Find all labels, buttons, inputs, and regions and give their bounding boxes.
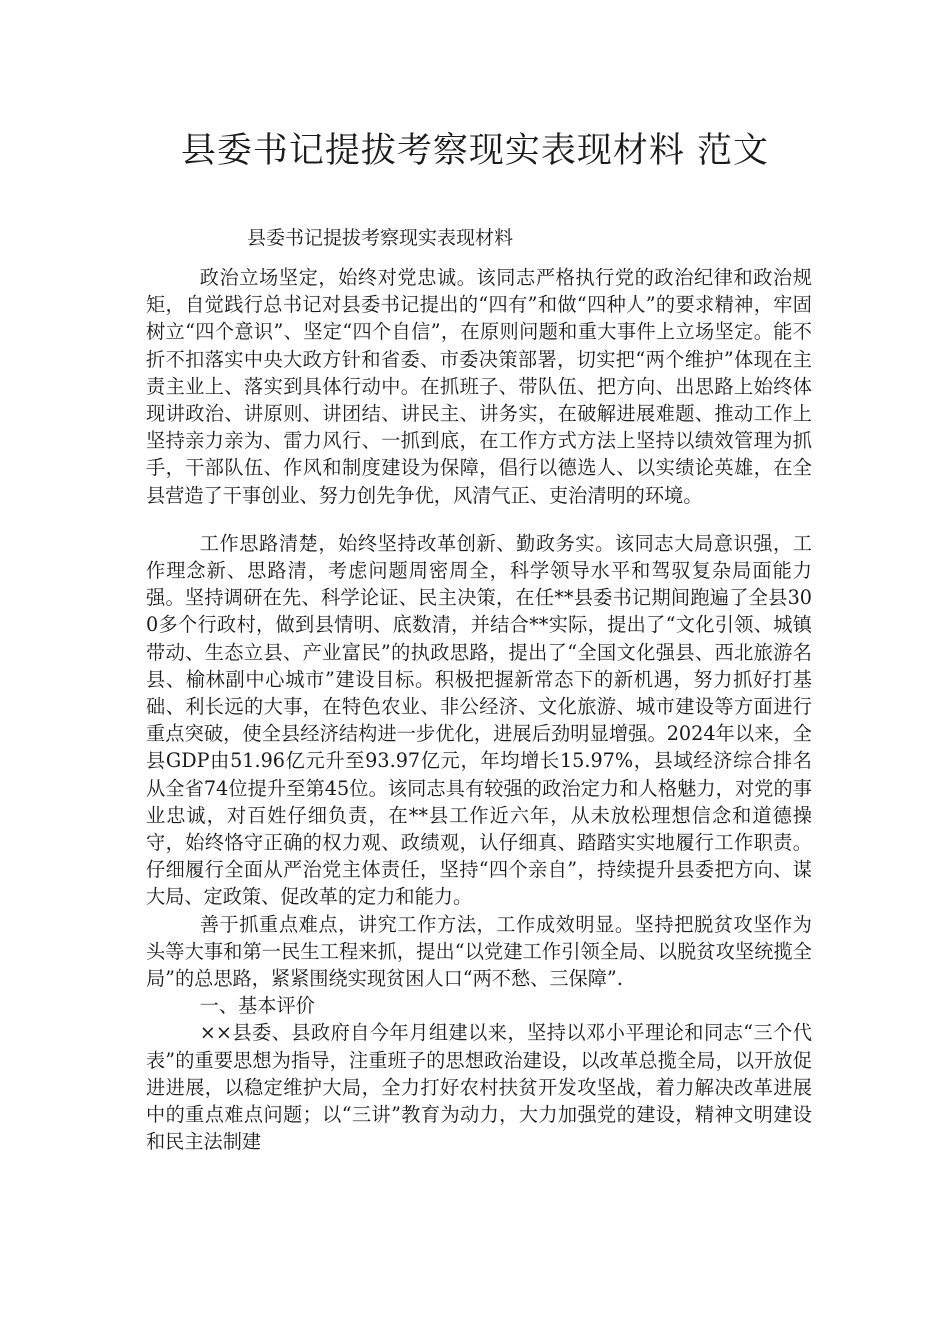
document-subtitle: 县委书记提拔考察现实表现材料: [247, 227, 514, 249]
section-heading-basic-evaluation: 一、基本评价: [199, 994, 315, 1018]
paragraph-key-tasks: 善于抓重点难点，讲究工作方法，工作成效明显。坚持把脱贫攻坚作为头等大事和第一民生工程来抓，提出“以党建工作引领全局、以脱贫攻坚统揽全局”的总思路，紧紧围绕实现贫困人口“两不愁、三保障”.: [146, 912, 812, 991]
document-body: [146, 264, 812, 1156]
document-title: 县委书记提拔考察现实表现材料 范文: [180, 131, 770, 171]
paragraph-work-approach: 工作思路清楚，始终坚持改革创新、勤政务实。该同志大局意识强，工作理念新、思路清，考虑问题周密周全，科学领导水平和驾驭复杂局面能力强。坚持调研在先、科学论证、民主决策，在任**县委书记期间跑遍了全县300多个行政村，做到县情明、底数清，并结合**实际，提出了“文化引领、城镇带动、生态立县、产业富民”的执政思路，提出了“全国文化强县、西北旅游名县、榆林副中心城市”建设目标。积极把握新常态下的新机遇，努力抓好打基础、利长远的大事，在特色农业、非公经济、文化旅游、城市建设等方面进行重点突破，使全县经济结构进一步优化，进展后劲明显增强。2024年以来，全县GDP由51.96亿元升至93.97亿元，年均增长15.97%，县域经济综合排名从全省74位提升至第45位。该同志具有较强的政治定力和人格魅力，对党的事业忠诚，对百姓仔细负责，在**县工作近六年，从未放松理想信念和道德操守，始终恪守正确的权力观、政绩观，认仔细真、踏踏实实地履行工作职责。仔细履行全面从严治党主体责任，坚持“四个亲自”，持续提升县委把方向、谋大局、定政策、促改革的定力和能力。: [146, 531, 812, 909]
paragraph-basic-evaluation: ××县委、县政府自今年月组建以来，坚持以邓小平理论和同志“三个代表”的重要思想为指导，注重班子的思想政治建设，以改革总揽全局，以开放促进进展，以稳定维护大局，全力打好农村扶贫开发攻坚战，着力解决改革进展中的重点难点问题；以“三讲”教育为动力，大力加强党的建设，精神文明建设和民主法制建: [146, 1021, 812, 1154]
paragraph-political-stance: 政治立场坚定，始终对党忠诚。该同志严格执行党的政治纪律和政治规矩，自觉践行总书记对县委书记提出的“四有”和做“四种人”的要求精神，牢固树立“四个意识”、坚定“四个自信”，在原则问题和重大事件上立场坚定。能不折不扣落实中央大政方针和省委、市委决策部署，切实把“两个维护”体现在主责主业上、落实到具体行动中。在抓班子、带队伍、把方向、出思路上始终体现讲政治、讲原则、讲团结、讲民主、讲务实，在破解进展难题、推动工作上坚持亲力亲为、雷力风行、一抓到底，在工作方式方法上坚持以绩效管理为抓手，干部队伍、作风和制度建设为保障，倡行以德选人、以实绩论英雄，在全县营造了干事创业、努力创先争优，风清气正、吏治清明的环境。: [146, 266, 812, 507]
